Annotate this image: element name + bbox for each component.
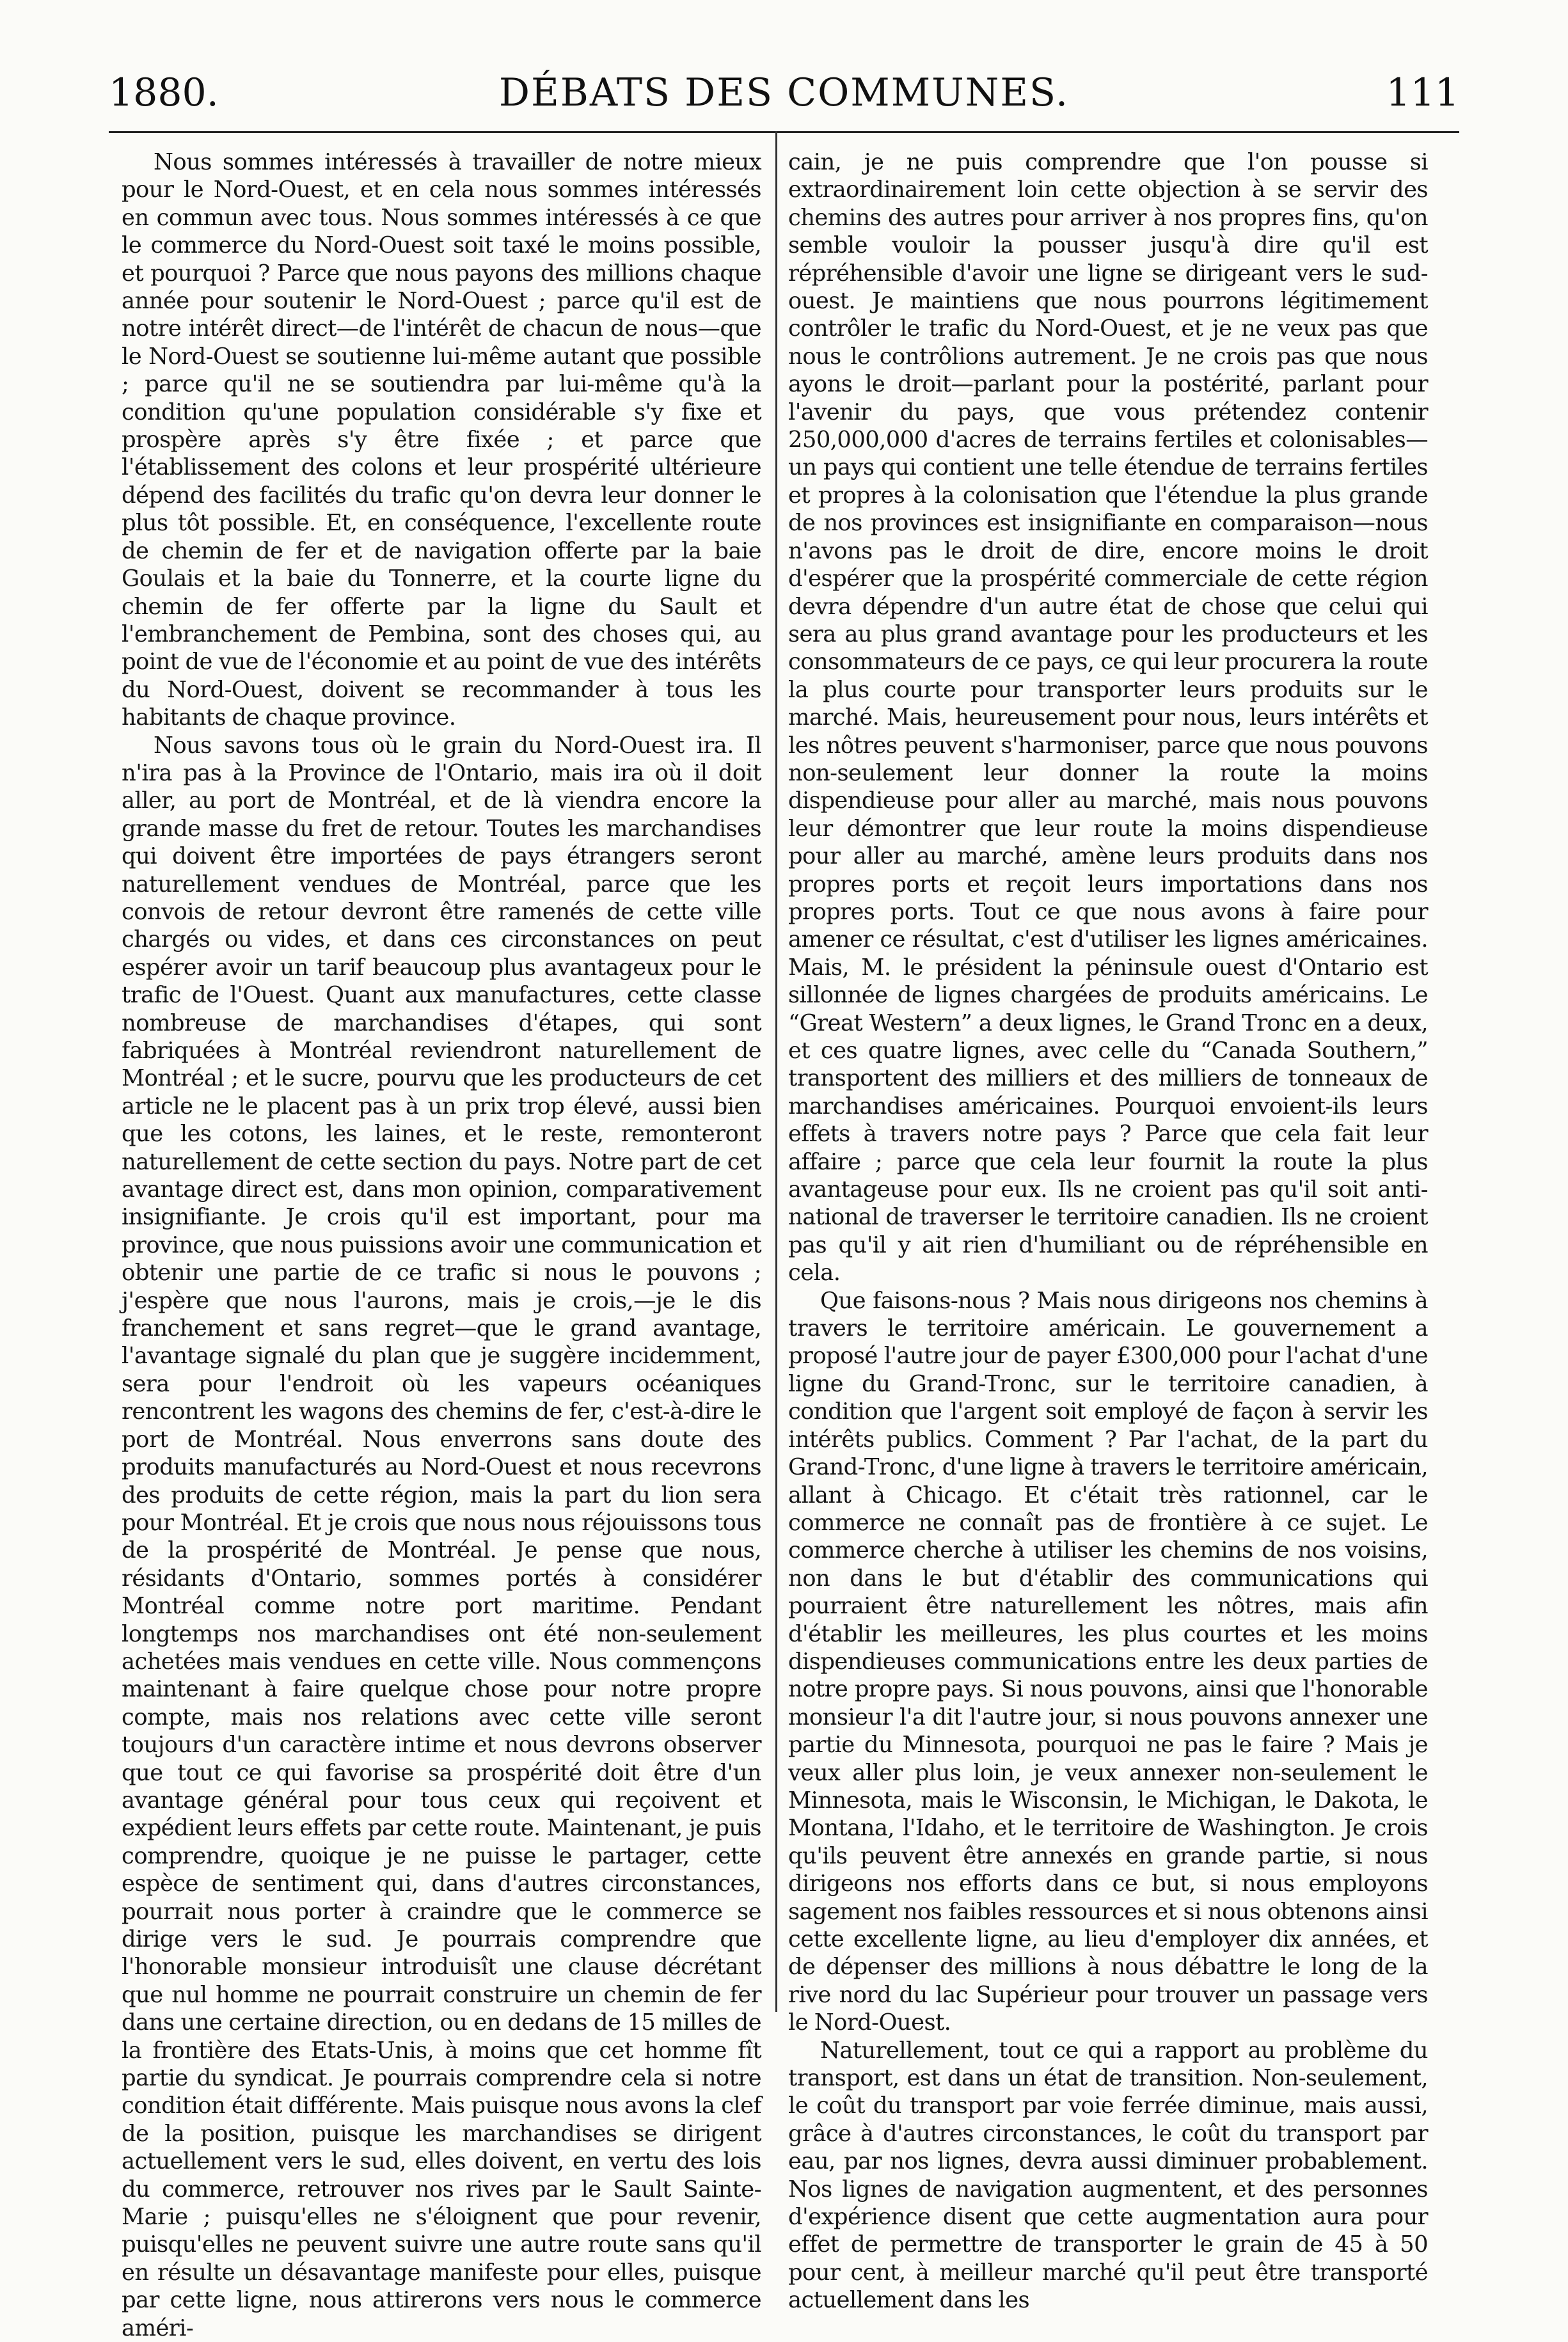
header-rule — [109, 131, 1459, 133]
right-column — [788, 148, 1428, 2314]
left-column — [122, 148, 761, 2341]
header-page-number: 111 — [1386, 70, 1459, 115]
right-paragraph-3: Naturellement, tout ce qui a rapport au problème du transport, est dans un état de transition. Non-seulement, le coût du transport par voie ferrée diminue, mais aussi, grâce à d'autres circonstances, le coût du transport par eau, par nos lignes, devra aussi diminuer probablement. Nos lignes de navigation augmentent, et des personnes d'expérience disent que cette augmentation aura pour effet de permettre de transporter le grain de 45 à 50 pour cent, à meilleur marché qu'il peut être transporté actuellement dans les — [788, 2037, 1428, 2314]
header-year: 1880. — [109, 70, 219, 115]
column-separator — [775, 131, 777, 2012]
left-paragraph-2: Nous savons tous où le grain du Nord-Ouest ira. Il n'ira pas à la Province de l'Ontario, mais ira où il doit aller, au port de Montréal, et de là viendra encore la grande masse du fret de retour. Toutes les marchandises qui doivent être importées de pays étrangers seront naturellement vendues de Montréal, parce que les convois de retour devront être ramenés de cette ville chargés ou vides, et dans ces circonstances on peut espérer avoir un tarif beaucoup plus avantageux pour le trafic de l'Ouest. Quant aux manufactures, cette classe nombreuse de marchandises d'étapes, qui sont fabriquées à Montréal reviendront naturellement de Montréal ; et le sucre, pourvu que les producteurs de cet article ne le placent pas à un prix trop élevé, aussi bien que les cotons, les laines, et le reste, remonteront naturellement de cette section du pays. Notre part de cet avantage direct est, dans mon opinion, comparativement insignifiante. Je crois qu'il est important, pour ma province, que nous puissions avoir une communication et obtenir une partie de ce trafic si nous le pouvons ; j'espère que nous l'aurons, mais je crois,—je le dis franchement et sans regret—que le grand avantage, l'avantage signalé du plan que je suggère incidemment, sera pour l'endroit où les vapeurs océaniques rencontrent les wagons des chemins de fer, c'est-à-dire le port de Montréal. Nous enverrons sans doute des produits manufacturés au Nord-Ouest et nous recevrons des produits de cette région, mais la part du lion sera pour Montréal. Et je crois que nous nous réjouissons tous de la prospérité de Montréal. Je pense que nous, résidants d'Ontario, sommes portés à considérer Montréal comme notre port maritime. Pendant longtemps nos marchandises ont été non-seulement achetées mais vendues en cette ville. Nous commençons maintenant à faire quelque chose pour notre propre compte, mais nos relations avec cette ville seront toujours d'un caractère intime et nous devrons observer que tout ce qui favorise sa prospérité doit être d'un avantage général pour tous ceux qui reçoivent et expédient leurs effets par cette route. Maintenant, je puis comprendre, quoique je ne puisse le partager, cette espèce de sentiment qui, dans d'autres circonstances, pourrait nous porter à craindre que le commerce se dirige vers le sud. Je pourrais comprendre que l'honorable monsieur introduisît une clause décrétant que nul homme ne pourrait construire un chemin de fer dans une certaine direction, ou en dedans de 15 milles de la frontière des Etats-Unis, à moins que cet homme fît partie du syndicat. Je pourrais comprendre cela si notre condition était différente. Mais puisque nous avons la clef de la position, puisque les marchandises se dirigent actuellement vers le sud, elles doivent, en vertu des lois du commerce, retrouver nos rives par le Sault Sainte-Marie ; puisqu'elles ne s'éloignent que pour revenir, puisqu'elles ne peuvent suivre une autre route sans qu'il en résulte un désavantage manifeste pour elles, puisque par cette ligne, nous attirerons vers nous le commerce améri- — [122, 732, 761, 2341]
page-header — [109, 64, 1459, 122]
left-paragraph-1: Nous sommes intéressés à travailler de notre mieux pour le Nord-Ouest, et en cela nous sommes intéressés en commun avec tous. Nous sommes intéressés à ce que le commerce du Nord-Ouest soit taxé le moins possible, et pourquoi ? Parce que nous payons des millions chaque année pour soutenir le Nord-Ouest ; parce qu'il est de notre intérêt direct—de l'intérêt de chacun de nous—que le Nord-Ouest se soutienne lui-même autant que possible ; parce qu'il ne se soutiendra par lui-même qu'à la condition qu'une population considérable s'y fixe et prospère après s'y être fixée ; et parce que l'établissement des colons et leur prospérité ultérieure dépend des facilités du trafic qu'on devra leur donner le plus tôt possible. Et, en conséquence, l'excellente route de chemin de fer et de navigation offerte par la baie Goulais et la baie du Tonnerre, et la courte ligne du chemin de fer offerte par la ligne du Sault et l'embranchement de Pembina, sont des choses qui, au point de vue de l'économie et au point de vue des intérêts du Nord-Ouest, doivent se recommander à tous les habitants de chaque province. — [122, 149, 761, 731]
header-title: DÉBATS DES COMMUNES. — [498, 70, 1070, 115]
right-paragraph-1: cain, je ne puis comprendre que l'on pousse si extraordinairement loin cette objection à se servir des chemins des autres pour arriver à nos propres fins, qu'on semble vouloir la pousser jusqu'à dire qu'il est répréhensible d'avoir une ligne se dirigeant vers le sud-ouest. Je maintiens que nous pourrons légitimement contrôler le trafic du Nord-Ouest, et je ne veux pas que nous le contrôlions autrement. Je ne crois pas que nous ayons le droit—parlant pour la postérité, parlant pour l'avenir du pays, que vous prétendez contenir 250,000,000 d'acres de terrains fertiles et colonisables—un pays qui contient une telle étendue de terrains fertiles et propres à la colonisation que l'étendue la plus grande de nos provinces est insignifiante en comparaison—nous n'avons pas le droit de dire, encore moins le droit d'espérer que la prospérité commerciale de cette région devra dépendre d'un autre état de chose que celui qui sera au plus grand avantage pour les producteurs et les consommateurs de ce pays, ce qui leur procurera la route la plus courte pour transporter leurs produits sur le marché. Mais, heureusement pour nous, leurs intérêts et les nôtres peuvent s'harmoniser, parce que nous pouvons non-seulement leur donner la route la moins dispendieuse pour aller au marché, mais nous pouvons leur démontrer que leur route la moins dispendieuse pour aller au marché, amène leurs produits dans nos propres ports et reçoit leurs importations dans nos propres ports. Tout ce que nous avons à faire pour amener ce résultat, c'est d'utiliser les lignes américaines. Mais, M. le président la péninsule ouest d'Ontario est sillonnée de lignes chargées de produits américains. Le “Great Western” a deux lignes, le Grand Tronc en a deux, et ces quatre lignes, avec celle du “Canada Southern,” transportent des milliers et des milliers de tonneaux de marchandises américaines. Pourquoi envoient-ils leurs effets à travers notre pays ? Parce que cela fait leur affaire ; parce que cela leur fournit la route la plus avantageuse pour eux. Ils ne croient pas qu'il soit anti-national de traverser le territoire canadien. Ils ne croient pas qu'il y ait rien d'humiliant ou de répréhensible en cela. — [788, 149, 1428, 1286]
right-paragraph-2: Que faisons-nous ? Mais nous dirigeons nos chemins à travers le territoire américain. Le gouvernement a proposé l'autre jour de payer £300,000 pour l'achat d'une ligne du Grand-Tronc, sur le territoire canadien, à condition que l'argent soit employé de façon à servir les intérêts publics. Comment ? Par l'achat, de la part du Grand-Tronc, d'une ligne à travers le territoire américain, allant à Chicago. Et c'était très rationnel, car le commerce ne connaît pas de frontière à ce sujet. Le commerce cherche à utiliser les chemins de nos voisins, non dans le but d'établir des communications qui pourraient être naturellement les nôtres, mais afin d'établir les meilleures, les plus courtes et les moins dispendieuses communications entre les deux parties de notre propre pays. Si nous pouvons, ainsi que l'honorable monsieur l'a dit l'autre jour, si nous pouvons annexer une partie du Minnesota, pourquoi ne pas le faire ? Mais je veux aller plus loin, je veux annexer non-seulement le Minnesota, mais le Wisconsin, le Michigan, le Dakota, le Montana, l'Idaho, et le territoire de Washington. Je crois qu'ils peuvent être annexés en grande partie, si nous dirigeons nos efforts dans ce but, si nous employons sagement nos faibles ressources et si nous obtenons ainsi cette excellente ligne, au lieu d'employer dix années, et de dépenser des millions à nous débattre le long de la rive nord du lac Supérieur pour trouver un passage vers le Nord-Ouest. — [788, 1287, 1428, 2036]
